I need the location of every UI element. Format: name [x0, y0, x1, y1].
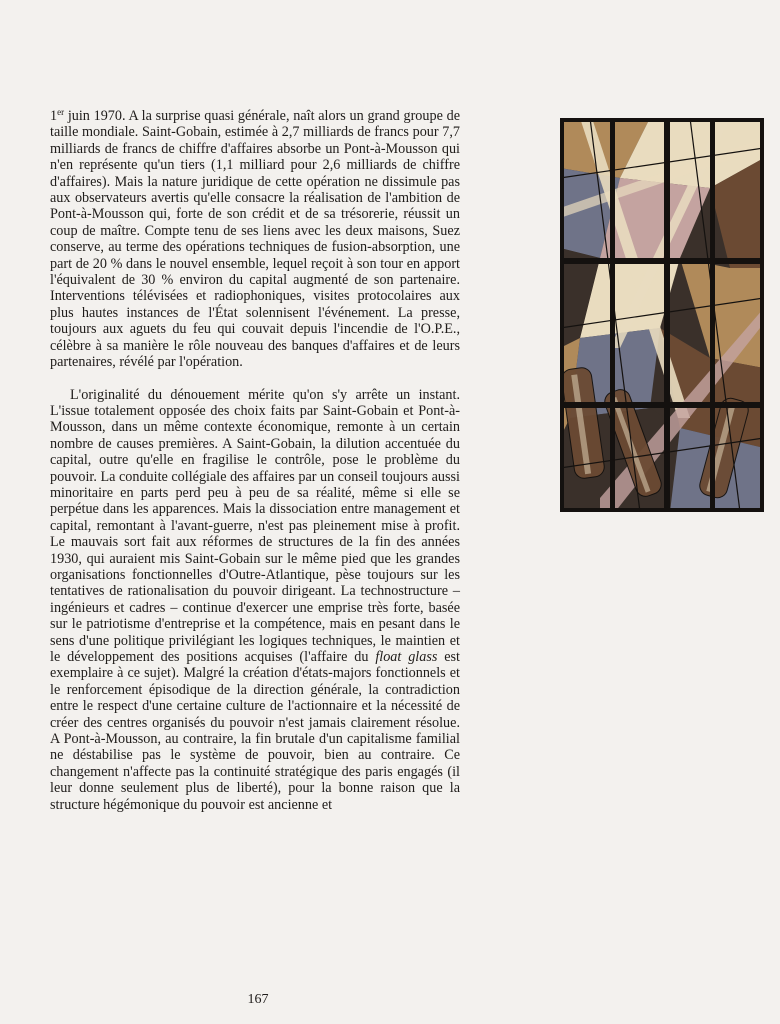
stained-glass-image: [560, 118, 764, 512]
ordinal-superscript: er: [57, 107, 65, 117]
paragraph-2: [50, 387, 460, 814]
paragraph-1: [50, 108, 460, 371]
body-text-column: [50, 108, 460, 813]
date-day: 1: [50, 108, 58, 124]
paragraph-2-text-a: L'originalité du dénouement mérite qu'on s'y arrête un instant. L'issue totalement opposée des choix faits par Saint-Gobain et Pont-à-Mousson, dans un même contexte économique, remonte à un certain nombre de causes premières. A Saint-Gobain, la dilution accentuée du capital, outre qu'elle en fragilise le contrôle, pose le problème du pouvoir. La conduite collégiale des affaires par un conseil toujours aussi minoritaire en parts perd peu à peu de sa réalité, même si elle se perpétue dans les apparences. Mais la dissociation entre management et capital, remontant à l'avant-guerre, n'est pas pleinement mise à profit. Le mauvais sort fait aux réformes de structures de la fin des années 1930, qui auraient mis Saint-Gobain sur le même pied que les grandes organisations fonctionnelles d'Outre-Atlantique, pèse toujours sur les tentatives de rationalisation du pouvoir dirigeant. La technostructure – ingénieurs et cadres – continue d'exercer une emprise très forte, basée sur le patriotisme d'entreprise et la compétence, mais en pesant dans le sens d'une politique privilégiant les logiques techniques, le maintien et le développement des positions acquises (l'affaire du: [50, 386, 460, 665]
paragraph-2-text-b: est exemplaire à ce sujet). Malgré la création d'états-majors fonctionnels et le renforcement épisodique de la direction générale, la contradiction entre le respect d'une certaine culture de l'actionnaire et la nécessité de créer des centres organisés du pouvoir n'est jamais clairement résolue. A Pont-à-Mousson, au contraire, la fin brutale d'un capitalisme familial ne déstabilise pas le système de pouvoir, bien au contraire. Ce changement n'affecte pas la continuité stratégique des paris engagés (il leur donne seulement plus de liberté), pour la bonne raison que la structure hégémonique du pouvoir est ancienne et: [50, 649, 460, 813]
stained-glass-illustration: [560, 118, 764, 512]
page-number: 167: [247, 992, 269, 1007]
paragraph-1-text: juin 1970. A la surprise quasi générale, naît alors un grand groupe de taille mondiale. Saint-Gobain, estimée à 2,7 milliards de francs pour 7,7 milliards de francs de chiffre d'affaires absorbe un Pont-à-Mousson qui n'en représente qu'un tiers (1,1 milliard pour 2,6 milliards de chiffre d'affaires). Mais la nature juridique de cette opération ne dissimule pas aux observateurs avertis qu'elle consacre la réalisation de l'ambition de Pont-à-Mousson qui, forte de son crédit et de sa trésorerie, réussit un coup de maître. Compte tenu de ses liens avec les deux maisons, Suez conserve, au terme des opérations techniques de fusion-absorption, une part de 20 % dans le nouvel ensemble, lequel reçoit à son tour en apport l'équivalent de 30 % environ du capital augmenté de son partenaire. Interventions télévisées et radiophoniques, visites protocolaires aux plus hautes instances de l'État solennisent l'événement. La presse, toujours aux aguets du feu qui couvait depuis l'incendie de l'O.P.E., célèbre à sa manière le rôle nouveau des banques d'affaires et de leurs partenaires, révélé par l'opération.: [50, 108, 460, 371]
italic-term: float glass: [375, 649, 438, 665]
